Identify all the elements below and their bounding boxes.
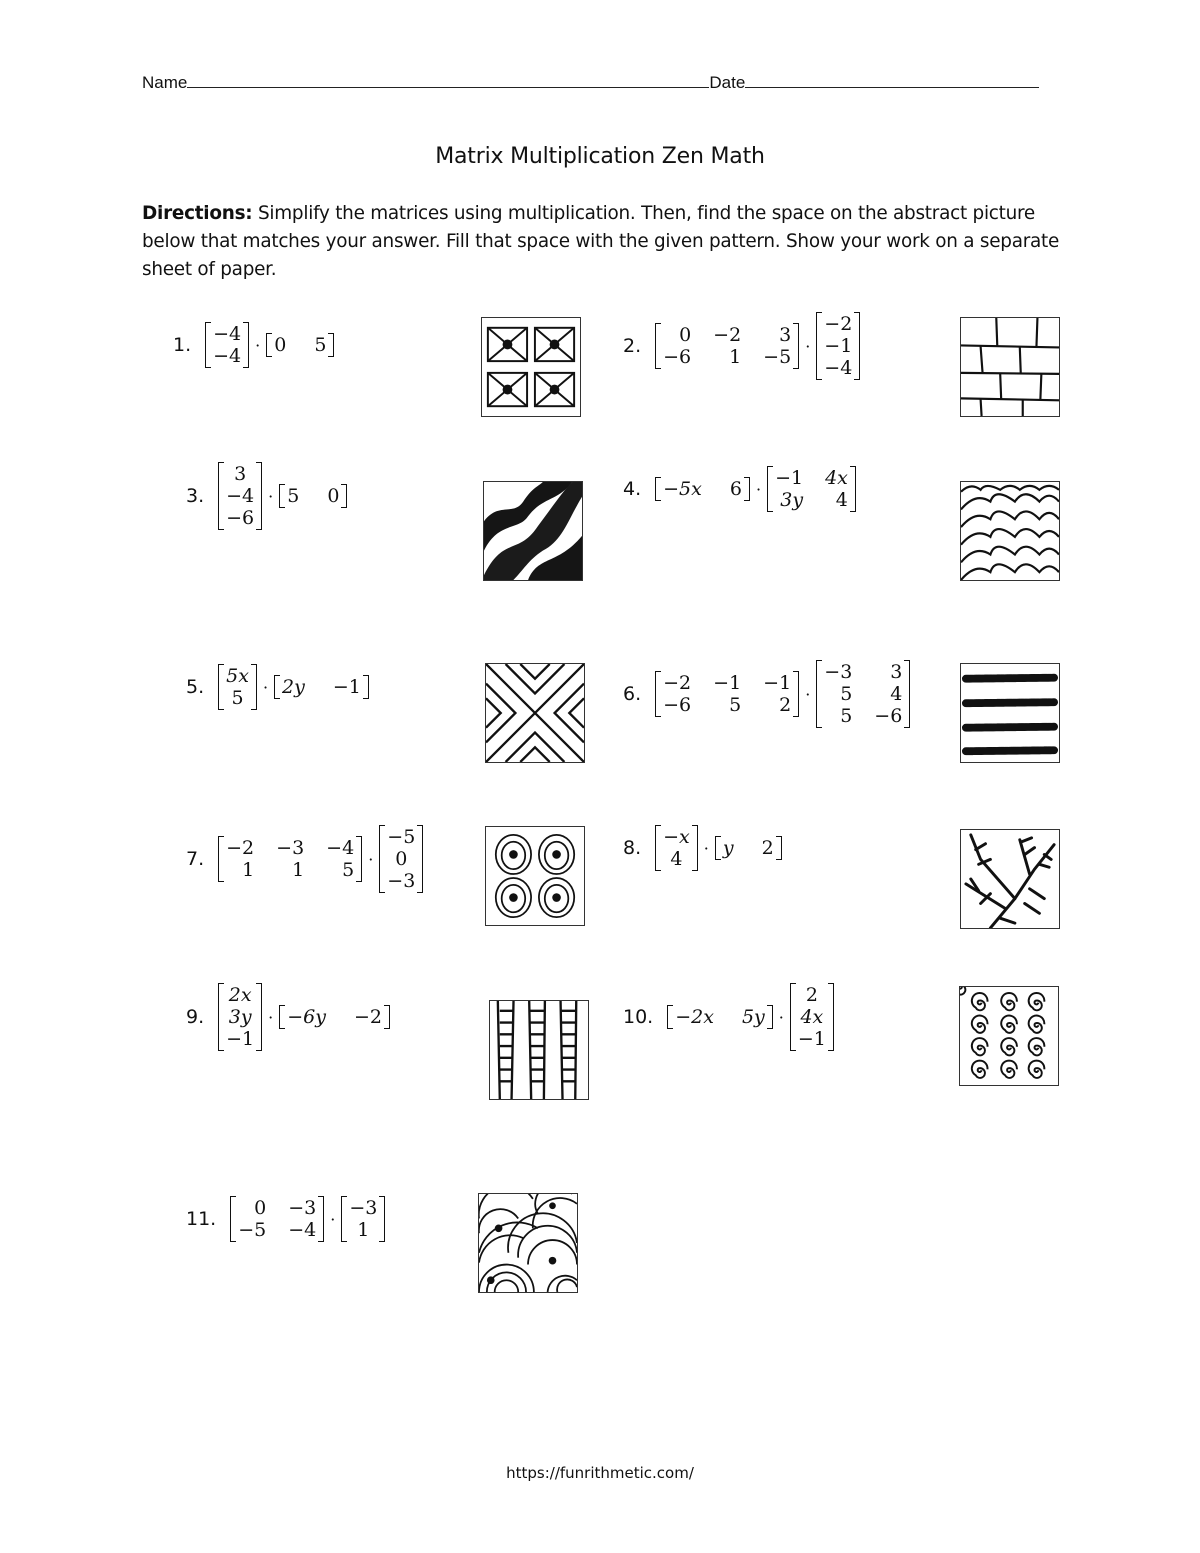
bracket-right bbox=[328, 333, 334, 357]
matrix-cell: 4 bbox=[890, 683, 903, 705]
matrix-cell: −3 bbox=[288, 1197, 317, 1219]
bracket-right bbox=[256, 983, 262, 1051]
right-matrix bbox=[279, 1005, 390, 1029]
multiply-dot: · bbox=[268, 486, 274, 506]
left-matrix bbox=[205, 322, 249, 368]
matrix-cell: −6 bbox=[663, 346, 692, 368]
right-matrix bbox=[279, 484, 347, 508]
matrix-cell: 3 bbox=[234, 463, 247, 485]
problem-11 bbox=[186, 1196, 385, 1242]
matrix-cell: −1 bbox=[713, 672, 742, 694]
multiply-dot: · bbox=[755, 479, 762, 499]
bracket-right bbox=[384, 1005, 390, 1029]
directions-text: Simplify the matrices using multiplication. Then, find the space on the abstract picture below that matches your answer. Fill that space with the given pattern. Show your work on a separate sheet of paper. bbox=[142, 203, 1060, 280]
matrix-cell: −1 bbox=[797, 1028, 826, 1050]
bracket-right bbox=[793, 671, 799, 717]
matrix-cell: 0 bbox=[254, 1197, 267, 1219]
problem-number: 6. bbox=[623, 683, 642, 705]
name-label: Name bbox=[142, 73, 188, 92]
matrix-cell: −4 bbox=[326, 837, 355, 859]
problem-number: 3. bbox=[186, 485, 205, 507]
multiply-dot: · bbox=[255, 335, 261, 355]
matrix-cell: 1 bbox=[729, 346, 742, 368]
multiply-dot: · bbox=[778, 1007, 784, 1027]
problem-number: 9. bbox=[186, 1006, 205, 1028]
matrix-cell: −5 bbox=[763, 346, 792, 368]
bracket-right bbox=[318, 1196, 324, 1242]
matrix-cell: 2y bbox=[282, 676, 305, 698]
matrix-cell: 5y bbox=[741, 1006, 765, 1028]
matrix-cell: −3 bbox=[349, 1197, 378, 1219]
matrix-cell: −2 bbox=[713, 324, 742, 346]
left-matrix bbox=[218, 836, 362, 882]
name-field[interactable] bbox=[187, 73, 709, 88]
multiply-dot: · bbox=[703, 838, 709, 858]
problem-5 bbox=[186, 664, 369, 710]
pattern-wavy-dark-stripes-icon bbox=[483, 481, 583, 581]
right-matrix bbox=[715, 836, 782, 860]
bracket-right bbox=[243, 322, 249, 368]
matrix-cell: −x bbox=[663, 826, 690, 848]
matrix-cell: 5 bbox=[840, 705, 853, 727]
problem-1 bbox=[173, 322, 334, 368]
pattern-ladders-icon bbox=[489, 1000, 589, 1100]
problem-number: 8. bbox=[623, 837, 642, 859]
bracket-right bbox=[904, 660, 910, 728]
matrix-cell: 4x bbox=[800, 1006, 824, 1028]
problem-number: 4. bbox=[623, 478, 642, 500]
pattern-concentric-circles-icon bbox=[485, 826, 585, 926]
right-matrix bbox=[767, 466, 856, 512]
matrix-cell: 0 bbox=[274, 334, 287, 356]
problem-10 bbox=[623, 983, 834, 1051]
pattern-brick-wall-icon bbox=[960, 317, 1060, 417]
matrix-cell: −4 bbox=[213, 345, 242, 367]
bracket-right bbox=[744, 477, 750, 501]
matrix-cell: −2x bbox=[675, 1006, 714, 1028]
multiply-dot: · bbox=[805, 684, 811, 704]
bracket-right bbox=[341, 484, 347, 508]
multiply-dot: · bbox=[330, 1209, 336, 1229]
left-matrix bbox=[667, 1005, 773, 1029]
name-date-line bbox=[142, 73, 1039, 93]
problem-number: 1. bbox=[173, 334, 192, 356]
multiply-dot: · bbox=[368, 849, 374, 869]
matrix-cell: 3 bbox=[890, 661, 903, 683]
left-matrix bbox=[230, 1196, 324, 1242]
matrix-cell: 6 bbox=[729, 478, 742, 500]
matrix-cell: 1 bbox=[292, 859, 305, 881]
matrix-cell: −6 bbox=[226, 507, 255, 529]
right-matrix bbox=[341, 1196, 385, 1242]
problem-8 bbox=[623, 825, 782, 871]
matrix-cell: −2 bbox=[354, 1006, 383, 1028]
matrix-cell: −1 bbox=[763, 672, 792, 694]
bracket-right bbox=[828, 983, 834, 1051]
problem-number: 7. bbox=[186, 848, 205, 870]
matrix-cell: 5 bbox=[287, 485, 300, 507]
matrix-cell: −6 bbox=[663, 694, 692, 716]
matrix-cell: −5 bbox=[238, 1219, 267, 1241]
matrix-cell: 5 bbox=[231, 687, 244, 709]
left-matrix bbox=[655, 671, 799, 717]
bracket-right bbox=[850, 466, 856, 512]
matrix-cell: −5x bbox=[663, 478, 702, 500]
matrix-cell: −2 bbox=[226, 837, 255, 859]
bracket-right bbox=[363, 675, 369, 699]
matrix-cell: 4 bbox=[670, 848, 683, 870]
problem-number: 5. bbox=[186, 676, 205, 698]
pattern-overlapping-arcs-icon bbox=[478, 1193, 578, 1293]
matrix-cell: 5 bbox=[342, 859, 355, 881]
matrix-cell: −5 bbox=[387, 826, 416, 848]
matrix-cell: 4x bbox=[825, 467, 848, 489]
bracket-right bbox=[256, 462, 262, 530]
matrix-cell: 2 bbox=[761, 837, 774, 859]
pattern-fuzzy-horizontal-stripes-icon bbox=[960, 663, 1060, 763]
matrix-cell: 1 bbox=[357, 1219, 370, 1241]
matrix-cell: −2 bbox=[663, 672, 692, 694]
pattern-chevron-x-icon bbox=[485, 663, 585, 763]
matrix-cell: 1 bbox=[242, 859, 255, 881]
problem-4 bbox=[623, 466, 856, 512]
bracket-right bbox=[793, 323, 799, 369]
left-matrix bbox=[218, 462, 262, 530]
matrix-cell: 5x bbox=[226, 665, 249, 687]
problem-9 bbox=[186, 983, 390, 1051]
date-label: Date bbox=[709, 73, 746, 92]
matrix-cell: 2x bbox=[228, 984, 252, 1006]
right-matrix bbox=[816, 660, 910, 728]
matrix-cell: −3 bbox=[387, 870, 416, 892]
matrix-cell: 3y bbox=[780, 489, 804, 511]
right-matrix bbox=[379, 825, 423, 893]
matrix-cell: −4 bbox=[288, 1219, 317, 1241]
left-matrix bbox=[655, 323, 799, 369]
problem-number: 10. bbox=[623, 1006, 654, 1028]
multiply-dot: · bbox=[268, 1007, 274, 1027]
matrix-cell: 5 bbox=[840, 683, 853, 705]
matrix-cell: −1 bbox=[824, 335, 853, 357]
bracket-right bbox=[767, 1005, 773, 1029]
matrix-cell: 2 bbox=[779, 694, 792, 716]
matrix-cell: −1 bbox=[775, 467, 804, 489]
problem-7 bbox=[186, 825, 423, 893]
matrix-cell: −3 bbox=[276, 837, 305, 859]
left-matrix bbox=[655, 477, 750, 501]
problem-number: 2. bbox=[623, 335, 642, 357]
matrix-cell: −4 bbox=[213, 323, 242, 345]
right-matrix bbox=[790, 983, 834, 1051]
matrix-cell: 0 bbox=[327, 485, 340, 507]
matrix-cell: 4 bbox=[835, 489, 848, 511]
left-matrix bbox=[218, 983, 262, 1051]
problem-2 bbox=[623, 312, 860, 380]
matrix-cell: 0 bbox=[679, 324, 692, 346]
matrix-cell: y bbox=[722, 837, 734, 859]
right-matrix bbox=[274, 675, 369, 699]
multiply-dot: · bbox=[262, 677, 269, 697]
matrix-cell: 2 bbox=[805, 984, 818, 1006]
page-title: Matrix Multiplication Zen Math bbox=[435, 144, 765, 169]
directions bbox=[142, 200, 1072, 284]
matrix-cell: 3 bbox=[779, 324, 792, 346]
bracket-right bbox=[854, 312, 860, 380]
bracket-right bbox=[417, 825, 423, 893]
pattern-scallop-waves-icon bbox=[960, 481, 1060, 581]
matrix-cell: −6y bbox=[287, 1006, 326, 1028]
matrix-cell: −4 bbox=[226, 485, 255, 507]
bracket-right bbox=[251, 664, 257, 710]
pattern-spirals-icon bbox=[959, 986, 1059, 1086]
matrix-cell: −4 bbox=[824, 357, 853, 379]
right-matrix bbox=[266, 333, 334, 357]
bracket-right bbox=[379, 1196, 385, 1242]
matrix-cell: 5 bbox=[314, 334, 327, 356]
matrix-cell: 5 bbox=[729, 694, 742, 716]
multiply-dot: · bbox=[805, 336, 811, 356]
matrix-cell: −2 bbox=[824, 313, 853, 335]
left-matrix bbox=[218, 664, 257, 710]
footer-url: https://funrithmetic.com/ bbox=[506, 1464, 694, 1482]
matrix-cell: −3 bbox=[824, 661, 853, 683]
pattern-envelopes-with-dots-icon bbox=[481, 317, 581, 417]
right-matrix bbox=[816, 312, 860, 380]
bracket-right bbox=[356, 836, 362, 882]
matrix-cell: 0 bbox=[395, 848, 408, 870]
problem-3 bbox=[186, 462, 347, 530]
matrix-cell: −6 bbox=[874, 705, 903, 727]
pattern-branches-icon bbox=[960, 829, 1060, 929]
problem-number: 11. bbox=[186, 1208, 217, 1230]
matrix-cell: 3y bbox=[228, 1006, 252, 1028]
directions-label: Directions: bbox=[142, 203, 253, 224]
problem-6 bbox=[623, 660, 910, 728]
bracket-right bbox=[776, 836, 782, 860]
matrix-cell: −1 bbox=[332, 676, 361, 698]
bracket-right bbox=[692, 825, 698, 871]
date-field[interactable] bbox=[745, 73, 1039, 88]
left-matrix bbox=[655, 825, 698, 871]
matrix-cell: −1 bbox=[226, 1028, 255, 1050]
